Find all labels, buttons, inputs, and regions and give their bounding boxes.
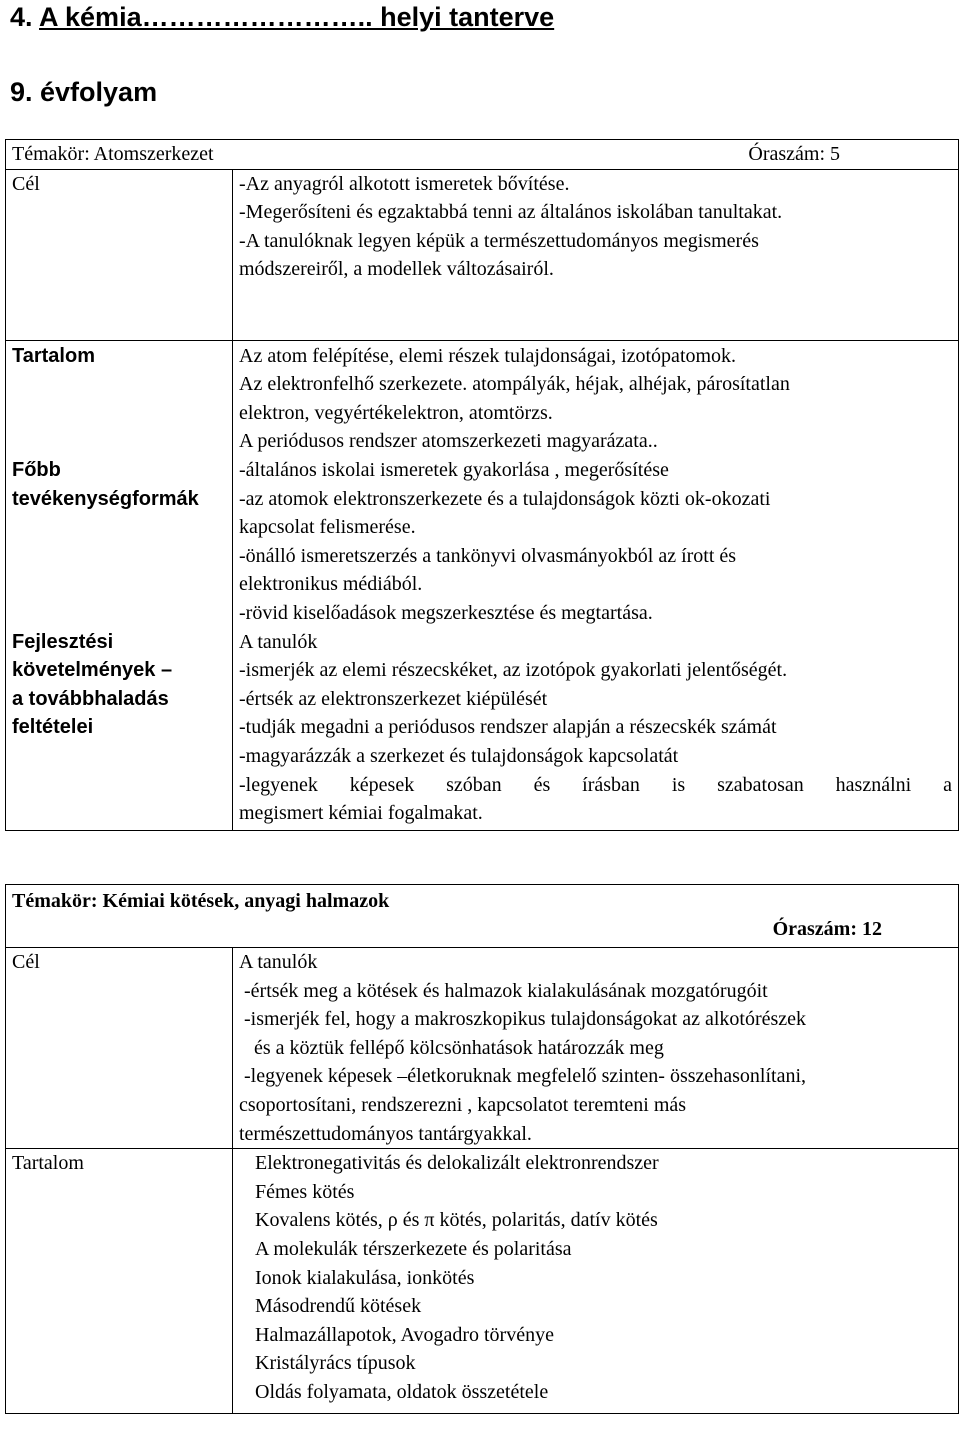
hours-label: Óraszám: 5 xyxy=(748,143,841,165)
activity-line: -általános iskolai ismeretek gyakorlása , megerősítése xyxy=(239,458,669,481)
requirements-label: feltételei xyxy=(12,716,94,739)
requirements-label: követelmények – xyxy=(12,659,173,682)
content-row xyxy=(6,1149,959,1413)
goal-line: természettudományos tantárgyakkal. xyxy=(239,1122,532,1145)
content-line: Kristályrács típusok xyxy=(255,1352,416,1375)
content-line: elektron, vegyértékelektron, atomtörzs. xyxy=(239,401,553,424)
requirement-line: -magyarázzák a szerkezet és tulajdonságok kapcsolatát xyxy=(239,744,679,767)
requirement-line: megismert kémiai fogalmakat. xyxy=(239,802,483,825)
content-line: Az elektronfelhő szerkezete. atompályák, héjak, alhéjak, párosítatlan xyxy=(239,373,790,396)
goal-line: A tanulók xyxy=(239,951,318,973)
content-line: Másodrendű kötések xyxy=(255,1295,422,1318)
topic-title: Témakör: Kémiai kötések, anyagi halmazok xyxy=(12,890,390,912)
content-line: Elektronegativitás és delokalizált elektronrendszer xyxy=(255,1152,659,1175)
requirement-line: -ismerjék az elemi részecskéket, az izotópok gyakorlati jelentőségét. xyxy=(239,659,788,682)
activities-label: tevékenységformák xyxy=(12,487,199,510)
title-prefix: 4. xyxy=(10,2,40,32)
goal-row xyxy=(6,169,959,340)
activity-line: -önálló ismeretszerzés a tankönyvi olvasmányokból az írott és xyxy=(239,544,737,567)
content-line: Ionok kialakulása, ionkötés xyxy=(255,1266,475,1289)
goal-row xyxy=(6,948,959,1149)
topic-header-row xyxy=(6,885,959,948)
content-line: Kovalens kötés, ρ és π kötés, polaritás, datív kötés xyxy=(255,1209,658,1232)
requirement-line: -legyenek képesek szóban és írásban is szabatosan használni a xyxy=(239,773,953,796)
goal-line: -A tanulóknak legyen képük a természettudományos megismerés xyxy=(239,229,759,252)
requirement-line: A tanulók xyxy=(239,630,318,653)
content-line: A molekulák térszerkezete és polaritása xyxy=(255,1237,572,1260)
goal-label: Cél xyxy=(6,169,233,340)
goal-label: Cél xyxy=(6,948,233,1149)
topic-header-row xyxy=(6,140,959,170)
goal-line: -Az anyagról alkotott ismeretek bővítése. xyxy=(239,172,570,195)
content-line: Halmazállapotok, Avogadro törvénye xyxy=(255,1323,554,1346)
goal-line: és a köztük fellépő kölcsönhatások határozzák meg xyxy=(239,1036,664,1059)
topic-title: Témakör: Atomszerkezet xyxy=(12,143,214,165)
activity-line: -rövid kiselőadások megszerkesztése és megtartása. xyxy=(239,601,653,624)
requirements-label: a továbbhaladás xyxy=(12,687,169,710)
activity-line: -az atomok elektronszerkezete és a tulajdonságok közti ok-okozati xyxy=(239,487,771,510)
title-underlined: A kémia…………………….. helyi tanterve xyxy=(39,2,555,32)
activity-line: kapcsolat felismerése. xyxy=(239,516,416,539)
goal-line: módszereiről, a modellek változásairól. xyxy=(239,258,554,281)
document-title xyxy=(10,0,554,35)
hours-label: Óraszám: 12 xyxy=(772,918,882,940)
requirement-line: -tudják megadni a periódusos rendszer alapján a részecskék számát xyxy=(239,716,777,739)
activity-line: elektronikus médiából. xyxy=(239,573,423,596)
content-line: Az atom felépítése, elemi részek tulajdonságai, izotópatomok. xyxy=(239,344,737,367)
content-line: Oldás folyamata, oldatok összetétele xyxy=(255,1380,549,1403)
goal-line: -ismerjék fel, hogy a makroszkopikus tulajdonságokat az alkotórészek xyxy=(239,1008,807,1031)
requirement-line: -értsék az elektronszerkezet kiépülését xyxy=(239,687,548,710)
content-line: Fémes kötés xyxy=(255,1180,355,1203)
content-label: Tartalom xyxy=(6,1149,233,1413)
topic-table-chemical-bonds xyxy=(5,884,959,1414)
content-label: Tartalom xyxy=(12,344,95,367)
content-row xyxy=(6,340,959,830)
goal-line: csoportosítani, rendszerezni , kapcsolatot teremteni más xyxy=(239,1093,687,1116)
goal-line: -Megerősíteni és egzaktabbá tenni az általános iskolában tanultakat. xyxy=(239,201,783,224)
goal-line: -értsék meg a kötések és halmazok kialakulásának mozgatórugóit xyxy=(239,979,768,1002)
activities-label: Főbb xyxy=(12,458,61,481)
content-line: A periódusos rendszer atomszerkezeti magyarázata.. xyxy=(239,430,658,453)
goal-line: -legyenek képesek –életkoruknak megfelelő szinten- összehasonlítani, xyxy=(239,1065,807,1088)
topic-table-atomic-structure xyxy=(5,139,959,831)
grade-heading: 9. évfolyam xyxy=(10,77,158,107)
requirements-label: Fejlesztési xyxy=(12,630,114,653)
